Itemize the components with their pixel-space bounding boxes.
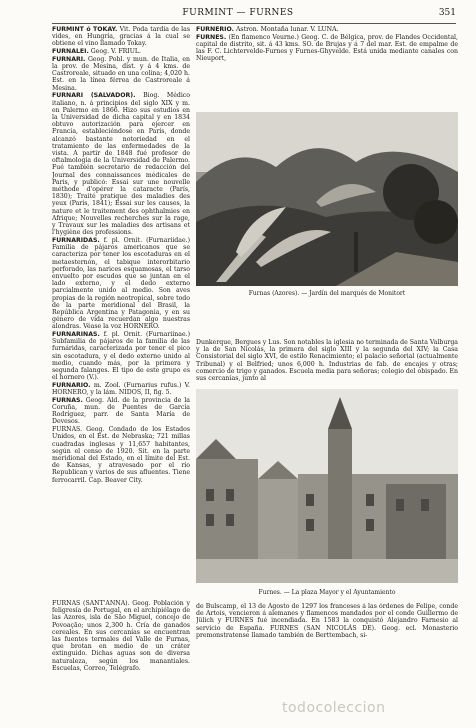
entry (52, 397, 190, 426)
entry (52, 426, 190, 484)
entry-text: f. pl. Ornit. (Furnariinae.) Subfamilia de pájaros de la familia de las furnáridas, caracterizada por tener el pico sin escotadura, y el dedo externo unido al medio, cuando más, por la primera y segunda falanges. El tipo de este grupo es el hornero (V.). (52, 331, 190, 382)
bottom-left-entry (52, 600, 190, 718)
entry (52, 237, 190, 331)
entry-text: Dunkerque, Bergues y Lus. Son notables la iglesia no terminada de Santa Valburga y la de San Nicolás, la primera del siglo XIII y la segunda del XIV; la Casa Consistorial del siglo XVI, de estilo Renacimiento; el palacio señorial (actualmente Tribunal) y el Belfried; unos 6,000 h. Industrias de fab. de encajes y otras; comercio de trigo y ganados. Escuela media para señoras; colegio del obispado. En sus cercanías, junto al (196, 339, 458, 383)
entry (196, 26, 458, 33)
plaza-photo (196, 389, 458, 583)
entry-text: Geog. Pobl. y mun. de Italia, en la prov. de Mesina, dist. y á 4 kms. de Castroreale, situado en una colina; 4,020 h. Est. en la línea férrea de Castroreale á Mesina. (52, 55, 190, 92)
watermark: todocoleccion (282, 700, 386, 716)
entry-text: FURNAS. Geog. Condado de los Estados Unidos, en el Est. de Nebraska; 721 millas cuadradas inglesas y 11,657 habitantes, según el censo de 1920. Sit. en la parte meridional del Estado, en el límite del Est. de Kansas, y atravesado por el río Republican y varios de sus afluentes. Tiene ferrocarril. Cap. Beaver City. (52, 426, 190, 484)
entry-text: Geog. V. FRIUL. (90, 48, 142, 56)
entry (52, 48, 190, 55)
entry (196, 34, 458, 63)
entry (52, 26, 190, 48)
entry-text: de Bulscamp, el 13 de Agosto de 1297 los franceses á las órdenes de Felipe, conde de Artois, vencieron á alemanes y flamencos mandados por el conde Guillermo de Jülich y FURNES fué incendiada. En 1583 la conquistó Alejandro Farnesio al servicio de España. FURNES (SAN NICOLÁS DE). Geog. ecl. Monasterio premonstratense llamado también de Berttembach, si- (196, 603, 458, 639)
entry-text: FURNAS (SANT'ANNA). Geog. Población y feligresía de Portugal, en el archipiélago de las Azores, isla de São Miguel, concejo de Povoação; unos 2,300 h. Cría de ganados cereales. En sus cercanías se encuentran las fuentes termales del Valle de Furnas, que brotan en medio de un cráter extinguido. Dichas aguas son de diversa naturaleza, según los manantiales. Escuelas, Correo, Telégrafo. (52, 600, 190, 672)
entry-text: Vit. Poda tardía de las vides, en Hungría, gracias á la cual se obtiene el vino llamado Tokay. (52, 26, 190, 48)
entry (52, 331, 190, 381)
town-square-photo-icon (196, 389, 458, 583)
left-column (52, 26, 190, 618)
entry-head: FURNARIO. (52, 381, 91, 389)
entry-head: FURNARI (SALVADOR). (52, 92, 136, 100)
entry-head: FURNERIO. (196, 26, 234, 33)
entry-head: FURNARIDAS. (52, 236, 100, 244)
caption-plaza: Furnes. — La plaza Mayor y el Ayuntamiento (258, 589, 396, 596)
entry-text: f. pl. Ornit. (Furnariidae.) Familia de pájaros americanos que se caracteriza por tener los escotaduras en el metaesternón, el tabique interorbitario perforado, las narices esquamosas, el tarso envuelto por escudos que se juntan en el lado externo, y el dedo externo parcialmente unido al medio. Son aves propias de la región neotropical, sobre todo de la parte meridional del Brasil, la República Argentina y Patagonia, y en su género de vida recuerdan algo nuestras alondras. Véase la voz HORNERO. (52, 236, 190, 331)
caption-garden: Furnas (Azores). — Jardín del marqués de Monitort (248, 290, 406, 297)
entry-text: m. Zool. (Furnarius rufus.) V. HORNERO, y la lám. NIDOS, II, fig. 5. (52, 381, 190, 397)
entry (52, 92, 190, 236)
tropical-garden-photo-icon (196, 112, 458, 286)
entry-text: Geog. Ald. de la provincia de la Coruña, mun. de Puentes de García Rodríguez, parr. de Santa María de Devesos. (52, 396, 190, 426)
header-title: FURMINT — FURNES (182, 8, 294, 18)
page-number: 351 (438, 8, 456, 18)
entry (52, 56, 190, 92)
entry-text: (En flamenco Veurne.) Geog. C. de Bélgica, prov. de Flandes Occidental, capital de distrito, sit. á 43 kms. SO. de Brujas y á 7 del mar. Est. de empalme de las F. C. Lichtervelde-Furnes y Furnes-Ghyvelde. Está unida mediante canales con Nieuport, (196, 33, 458, 63)
right-top-column (196, 26, 458, 108)
entry-head: FURNARI. (52, 55, 86, 63)
entry-head: FURNAS. (52, 396, 83, 404)
entry (52, 382, 190, 396)
entry-head: FURNES. (196, 33, 227, 41)
entry-text: Astron. Montaña lunar. V. LUNA. (235, 26, 339, 33)
entry-head: FURNARINAS. (52, 331, 100, 339)
right-mid-column (196, 339, 458, 385)
header-rule (52, 23, 456, 24)
garden-photo (196, 112, 458, 286)
entry-text: Biog. Médico italiano, n. á principios del siglo XIX y m. en Palermo en 1866. Hizo sus estudios en la Universidad de dicha capital y en 1834 obtuvo autorización para ejercer en Francia, estableciéndose en París, donde alcanzó bastante notoriedad en el tratamiento de las enfermedades de la vista. A partir de 1848 fué profesor de oftalmología de la Universidad de Palermo. Fué también secretario de redacción del Journal des connaissances médicales de Paris, y publicó: Essai sur une nouvelle méthode d'opérer la cataracte (París, 1830); Traité pratique des maladies des yeux (París, 1841); Essai sur les causes, la nature et le traitement des ophthalmies en Afrique; Nouvelles recherches sur la rage, y Travaux sur les maladies des artisans et l'hygiène des professions. (52, 92, 190, 237)
page-header (0, 6, 476, 24)
entry-head: FURNALEI. (52, 48, 89, 56)
entry-head: FURMINT ó TOKAY. (52, 26, 118, 33)
